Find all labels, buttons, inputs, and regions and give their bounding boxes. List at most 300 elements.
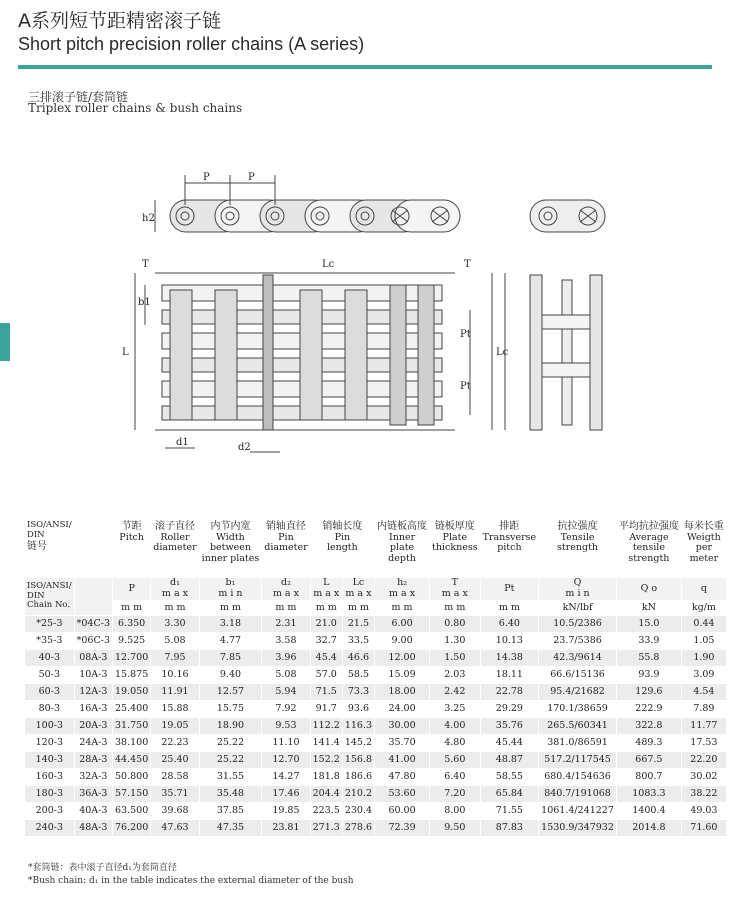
table-cell: 2014.8: [616, 820, 681, 837]
table-cell: 66.6/15136: [539, 667, 617, 684]
sym: L: [323, 577, 330, 589]
sym-p: [113, 578, 151, 601]
col-cn: 排距: [499, 521, 520, 532]
table-cell: 8.00: [430, 803, 481, 820]
col-en: per: [695, 542, 713, 554]
dim-d1: d1: [176, 437, 189, 448]
col-cn: 内节内宽: [210, 521, 251, 532]
table-row: [25, 633, 727, 650]
table-cell: 25.22: [199, 752, 262, 769]
table-cell: 55.8: [616, 650, 681, 667]
table-cell: 116.3: [342, 718, 374, 735]
table-cell: 21.0: [310, 616, 342, 633]
side-tab: [0, 323, 10, 361]
col-header-pin-dia: [262, 521, 310, 578]
table-cell: 9.53: [262, 718, 310, 735]
table-row: [25, 684, 727, 701]
table-cell: 48.87: [480, 752, 539, 769]
sym: d₁: [170, 577, 180, 589]
col-en: Pitch: [119, 531, 144, 543]
col-cn: 抗拉强度: [557, 521, 598, 532]
chain-no-l4: ISO/ANSI/: [27, 580, 72, 591]
table-cell: 141.4: [310, 735, 342, 752]
unit-d1: m m: [151, 601, 199, 616]
table-cell: 170.1/38659: [539, 701, 617, 718]
table-cell: 33.5: [342, 633, 374, 650]
table-cell: 11.77: [681, 718, 726, 735]
table-cell: 1.30: [430, 633, 481, 650]
table-cell: 41.00: [375, 752, 430, 769]
table-cell: 11.91: [151, 684, 199, 701]
col-en: diameter: [153, 542, 197, 554]
table-cell: 87.83: [480, 820, 539, 837]
table-cell: 240-3: [25, 820, 75, 837]
sym: h₂: [397, 577, 408, 589]
table-cell: 21.5: [342, 616, 374, 633]
table-cell: 5.94: [262, 684, 310, 701]
table-cell: 3.25: [430, 701, 481, 718]
dim-p-2: P: [248, 172, 255, 183]
table-cell: 15.875: [113, 667, 151, 684]
note-cn: *套筒链：表中滚子直径d₁为套筒直径: [28, 863, 177, 873]
col-header-roller: [151, 521, 199, 578]
sym-t: [430, 578, 481, 601]
table-cell: 47.63: [151, 820, 199, 837]
table-cell: 6.40: [430, 769, 481, 786]
table-cell: 5.08: [151, 633, 199, 650]
dim-lc-right: Lc: [496, 347, 509, 358]
table-cell: 49.03: [681, 803, 726, 820]
table-cell: 46.6: [342, 650, 374, 667]
table-cell: 180-3: [25, 786, 75, 803]
table-cell: 322.8: [616, 718, 681, 735]
unit-d2: m m: [262, 601, 310, 616]
table-row: [25, 701, 727, 718]
col-en: plate: [389, 542, 415, 554]
table-cell: 76.200: [113, 820, 151, 837]
sym: T: [451, 577, 458, 589]
table-cell: 93.9: [616, 667, 681, 684]
sym: Lc: [352, 577, 365, 589]
table-cell: 93.6: [342, 701, 374, 718]
col-en: meter: [689, 553, 719, 565]
table-cell: 17.53: [681, 735, 726, 752]
sym-qual: m a x: [272, 588, 299, 599]
col-en: Inner: [388, 531, 416, 543]
col-cn: 节距: [121, 521, 142, 532]
col-header-pitch: [113, 521, 151, 578]
table-cell: 5.08: [262, 667, 310, 684]
table-cell: 71.60: [681, 820, 726, 837]
chain-no-blank: [74, 521, 112, 578]
table-cell: 29.29: [480, 701, 539, 718]
chain-no-l6: Chain No.: [27, 600, 71, 611]
table-cell: 7.95: [151, 650, 199, 667]
sym-qual: m a x: [161, 588, 188, 599]
table-cell: 1530.9/347932: [539, 820, 617, 837]
col-cn: 销轴长度: [322, 521, 363, 532]
col-en: Roller: [160, 531, 190, 543]
table-cell: 30.00: [375, 718, 430, 735]
table-cell: 40A-3: [74, 803, 112, 820]
dim-pt-1: Pt: [460, 329, 471, 340]
table-cell: 18.90: [199, 718, 262, 735]
table-cell: 71.55: [480, 803, 539, 820]
table-cell: 1.50: [430, 650, 481, 667]
unit-l: m m: [310, 601, 342, 616]
table-row: [25, 820, 727, 837]
table-cell: *04C-3: [74, 616, 112, 633]
table-cell: 50.800: [113, 769, 151, 786]
table-row: [25, 786, 727, 803]
table-cell: 2.03: [430, 667, 481, 684]
sym-d1: [151, 578, 199, 601]
col-cn: 滚子直径: [154, 521, 195, 532]
table-cell: *25-3: [25, 616, 75, 633]
dim-lc-top: Lc: [322, 259, 335, 270]
table-cell: 0.44: [681, 616, 726, 633]
table-cell: 12.00: [375, 650, 430, 667]
table-cell: 91.7: [310, 701, 342, 718]
sym: P: [128, 582, 135, 594]
table-row: [25, 752, 727, 769]
table-row: [25, 718, 727, 735]
col-en: Transverse: [482, 531, 537, 543]
col-en: Weigth: [687, 531, 721, 543]
table-cell: 9.50: [430, 820, 481, 837]
col-header-width: [199, 521, 262, 578]
table-cell: 12.57: [199, 684, 262, 701]
unit-p: m m: [113, 601, 151, 616]
sym-qual: m a x: [389, 588, 416, 599]
table-cell: 2.42: [430, 684, 481, 701]
dim-p-1: P: [203, 172, 210, 183]
table-cell: 18.11: [480, 667, 539, 684]
col-header-plate-thickness: [430, 521, 481, 578]
col-header-plate-depth: [375, 521, 430, 578]
table-cell: 181.8: [310, 769, 342, 786]
table-cell: 19.85: [262, 803, 310, 820]
table-cell: 53.60: [375, 786, 430, 803]
table-cell: 45.44: [480, 735, 539, 752]
sym-q: [539, 578, 617, 601]
col-en: pitch: [497, 542, 522, 554]
table-cell: 24A-3: [74, 735, 112, 752]
table-cell: 1400.4: [616, 803, 681, 820]
unit-pt: m m: [480, 601, 539, 616]
col-cn: 链板厚度: [434, 521, 475, 532]
table-cell: 7.20: [430, 786, 481, 803]
table-cell: 39.68: [151, 803, 199, 820]
col-en: Tensile: [560, 531, 595, 543]
col-header-tensile: [539, 521, 617, 578]
table-cell: 20A-3: [74, 718, 112, 735]
table-cell: *35-3: [25, 633, 75, 650]
table-cell: 19.050: [113, 684, 151, 701]
table-cell: 120-3: [25, 735, 75, 752]
sym: d₂: [280, 577, 291, 589]
unit-h2: m m: [375, 601, 430, 616]
table-row: [25, 803, 727, 820]
col-en: inner plates: [201, 553, 260, 565]
table-cell: 63.500: [113, 803, 151, 820]
col-cn: 销轴直径: [265, 521, 306, 532]
spec-table: [24, 520, 727, 837]
chain-no-header-en: [25, 578, 75, 616]
col-en: tensile: [632, 542, 665, 554]
table-cell: 35.76: [480, 718, 539, 735]
subtitle-en: Triplex roller chains & bush chains: [28, 101, 243, 115]
col-en: diameter: [264, 542, 308, 554]
table-cell: 381.0/86591: [539, 735, 617, 752]
table-cell: 5.60: [430, 752, 481, 769]
table-cell: 7.85: [199, 650, 262, 667]
table-cell: 58.5: [342, 667, 374, 684]
chain-no-l5: DIN: [27, 590, 45, 601]
sym-h2: [375, 578, 430, 601]
sym-l: [310, 578, 342, 601]
table-row: [25, 650, 727, 667]
col-cn: 每米长重: [683, 521, 724, 532]
table-cell: 3.30: [151, 616, 199, 633]
table-cell: 140-3: [25, 752, 75, 769]
table-cell: 47.35: [199, 820, 262, 837]
table-cell: 145.2: [342, 735, 374, 752]
table-cell: 15.09: [375, 667, 430, 684]
table-cell: 152.2: [310, 752, 342, 769]
table-cell: 33.9: [616, 633, 681, 650]
table-row: [25, 769, 727, 786]
table-cell: 50-3: [25, 667, 75, 684]
sym-qual: m a x: [313, 588, 340, 599]
table-cell: 6.350: [113, 616, 151, 633]
table-cell: 1.05: [681, 633, 726, 650]
col-en: Pin: [278, 531, 294, 543]
chain-no-l3: 链号: [27, 540, 47, 552]
col-en: strength: [557, 542, 599, 554]
chain-no-blank-2: [74, 578, 112, 616]
table-cell: 100-3: [25, 718, 75, 735]
table-cell: 38.100: [113, 735, 151, 752]
sym-qual: m a x: [345, 588, 372, 599]
table-cell: 210.2: [342, 786, 374, 803]
table-cell: 204.4: [310, 786, 342, 803]
table-cell: 10.16: [151, 667, 199, 684]
table-cell: 6.40: [480, 616, 539, 633]
table-cell: 160-3: [25, 769, 75, 786]
dim-d2: d2: [238, 442, 251, 453]
table-cell: 4.80: [430, 735, 481, 752]
table-cell: 4.00: [430, 718, 481, 735]
unit-qo: kN: [616, 601, 681, 616]
table-cell: 72.39: [375, 820, 430, 837]
table-cell: 14.27: [262, 769, 310, 786]
table-cell: 45.4: [310, 650, 342, 667]
table-cell: 1.90: [681, 650, 726, 667]
table-row: [25, 616, 727, 633]
title-en: Short pitch precision roller chains (A series): [18, 34, 365, 54]
sym: b₁: [225, 577, 236, 589]
table-cell: 9.40: [199, 667, 262, 684]
table-cell: 667.5: [616, 752, 681, 769]
table-cell: 25.400: [113, 701, 151, 718]
table-cell: 17.46: [262, 786, 310, 803]
sym-qual: m a x: [441, 588, 468, 599]
col-en: Width: [216, 531, 245, 543]
sym: Pt: [504, 582, 515, 594]
table-cell: 4.54: [681, 684, 726, 701]
col-en: strength: [628, 553, 670, 565]
table-cell: 230.4: [342, 803, 374, 820]
dim-pt-2: Pt: [460, 381, 471, 392]
table-cell: 47.80: [375, 769, 430, 786]
table-cell: 800.7: [616, 769, 681, 786]
table-cell: 680.4/154636: [539, 769, 617, 786]
chain-diagram: [100, 155, 640, 460]
table-cell: 10.5/2386: [539, 616, 617, 633]
table-cell: 156.8: [342, 752, 374, 769]
col-en: Average: [629, 531, 669, 543]
table-cell: 12A-3: [74, 684, 112, 701]
chain-front-view: [135, 273, 492, 452]
sym-b1: [199, 578, 262, 601]
table-cell: 129.6: [616, 684, 681, 701]
table-cell: 3.96: [262, 650, 310, 667]
table-cell: 3.58: [262, 633, 310, 650]
table-cell: 28.58: [151, 769, 199, 786]
col-cn: 内链板高度: [377, 521, 428, 532]
table-cell: 30.02: [681, 769, 726, 786]
table-cell: 16A-3: [74, 701, 112, 718]
table-cell: 65.84: [480, 786, 539, 803]
table-cell: 31.55: [199, 769, 262, 786]
table-cell: 80-3: [25, 701, 75, 718]
chain-no-l2: DIN: [27, 529, 45, 540]
sym-qual: m i n: [565, 588, 590, 599]
table-cell: 60-3: [25, 684, 75, 701]
table-cell: 40-3: [25, 650, 75, 667]
table-cell: 19.05: [151, 718, 199, 735]
chain-side-view: [505, 273, 602, 430]
table-cell: 35.48: [199, 786, 262, 803]
col-en: Plate: [442, 531, 468, 543]
table-cell: 14.38: [480, 650, 539, 667]
col-header-pin-length: [310, 521, 374, 578]
table-cell: 71.5: [310, 684, 342, 701]
table-cell: 12.70: [262, 752, 310, 769]
table-cell: 32.7: [310, 633, 342, 650]
table-cell: 25.22: [199, 735, 262, 752]
col-en: thickness: [432, 542, 478, 554]
chain-top-view: [170, 175, 460, 232]
table-cell: 22.78: [480, 684, 539, 701]
table-cell: 25.40: [151, 752, 199, 769]
title-cn: A系列短节距精密滚子链: [18, 10, 221, 32]
table-cell: 278.6: [342, 820, 374, 837]
table-cell: 4.77: [199, 633, 262, 650]
col-en: length: [326, 542, 358, 554]
spec-table-body: [25, 616, 727, 837]
table-cell: 44.450: [113, 752, 151, 769]
sym-qo: [616, 578, 681, 601]
chain-no-l1: ISO/ANSI/: [27, 520, 72, 530]
sym-qual: m i n: [218, 588, 243, 599]
table-row: [25, 667, 727, 684]
subtitle-cn: 三排滚子链/套筒链: [28, 90, 129, 104]
table-cell: 15.75: [199, 701, 262, 718]
table-cell: 95.4/21682: [539, 684, 617, 701]
unit-t: m m: [430, 601, 481, 616]
table-row: [25, 735, 727, 752]
table-cell: 1083.3: [616, 786, 681, 803]
table-cell: 58.55: [480, 769, 539, 786]
table-cell: 10.13: [480, 633, 539, 650]
dim-b1: b1: [138, 297, 151, 308]
table-cell: 7.92: [262, 701, 310, 718]
sym-q-weight: [681, 578, 726, 601]
table-cell: 31.750: [113, 718, 151, 735]
dim-t-right: T: [464, 259, 471, 270]
table-cell: 35.70: [375, 735, 430, 752]
table-cell: 10A-3: [74, 667, 112, 684]
table-cell: 223.5: [310, 803, 342, 820]
unit-lc: m m: [342, 601, 374, 616]
table-cell: 22.20: [681, 752, 726, 769]
table-cell: 11.10: [262, 735, 310, 752]
sym: Q o: [640, 582, 658, 594]
footnotes: [28, 862, 354, 888]
table-cell: 22.23: [151, 735, 199, 752]
table-cell: 2.31: [262, 616, 310, 633]
table-cell: 3.09: [681, 667, 726, 684]
table-cell: 200-3: [25, 803, 75, 820]
table-cell: 6.00: [375, 616, 430, 633]
col-header-avg-tensile: [616, 521, 681, 578]
table-cell: 42.3/9614: [539, 650, 617, 667]
table-cell: 840.7/191068: [539, 786, 617, 803]
chain-no-header-cn: [25, 521, 75, 578]
table-cell: 222.9: [616, 701, 681, 718]
table-cell: 60.00: [375, 803, 430, 820]
table-cell: *06C-3: [74, 633, 112, 650]
table-cell: 9.00: [375, 633, 430, 650]
table-cell: 489.3: [616, 735, 681, 752]
table-cell: 57.150: [113, 786, 151, 803]
table-cell: 18.00: [375, 684, 430, 701]
unit-q: kN/lbf: [539, 601, 617, 616]
unit-b1: m m: [199, 601, 262, 616]
col-en: Pin: [334, 531, 351, 543]
table-cell: 28A-3: [74, 752, 112, 769]
sym: q: [700, 582, 707, 594]
col-en: depth: [388, 553, 416, 565]
table-cell: 186.6: [342, 769, 374, 786]
table-cell: 73.3: [342, 684, 374, 701]
table-cell: 23.81: [262, 820, 310, 837]
table-cell: 7.89: [681, 701, 726, 718]
sym-d2: [262, 578, 310, 601]
table-cell: 38.22: [681, 786, 726, 803]
note-en: *Bush chain: d₁ in the table indicates the external diameter of the bush: [28, 876, 354, 886]
table-cell: 9.525: [113, 633, 151, 650]
table-cell: 1061.4/241227: [539, 803, 617, 820]
dim-t-left: T: [142, 259, 149, 270]
col-header-transverse: [480, 521, 539, 578]
sym: Q: [573, 577, 582, 589]
unit-weight: kg/m: [681, 601, 726, 616]
col-en: between: [209, 542, 251, 554]
col-header-weight: [681, 521, 726, 578]
